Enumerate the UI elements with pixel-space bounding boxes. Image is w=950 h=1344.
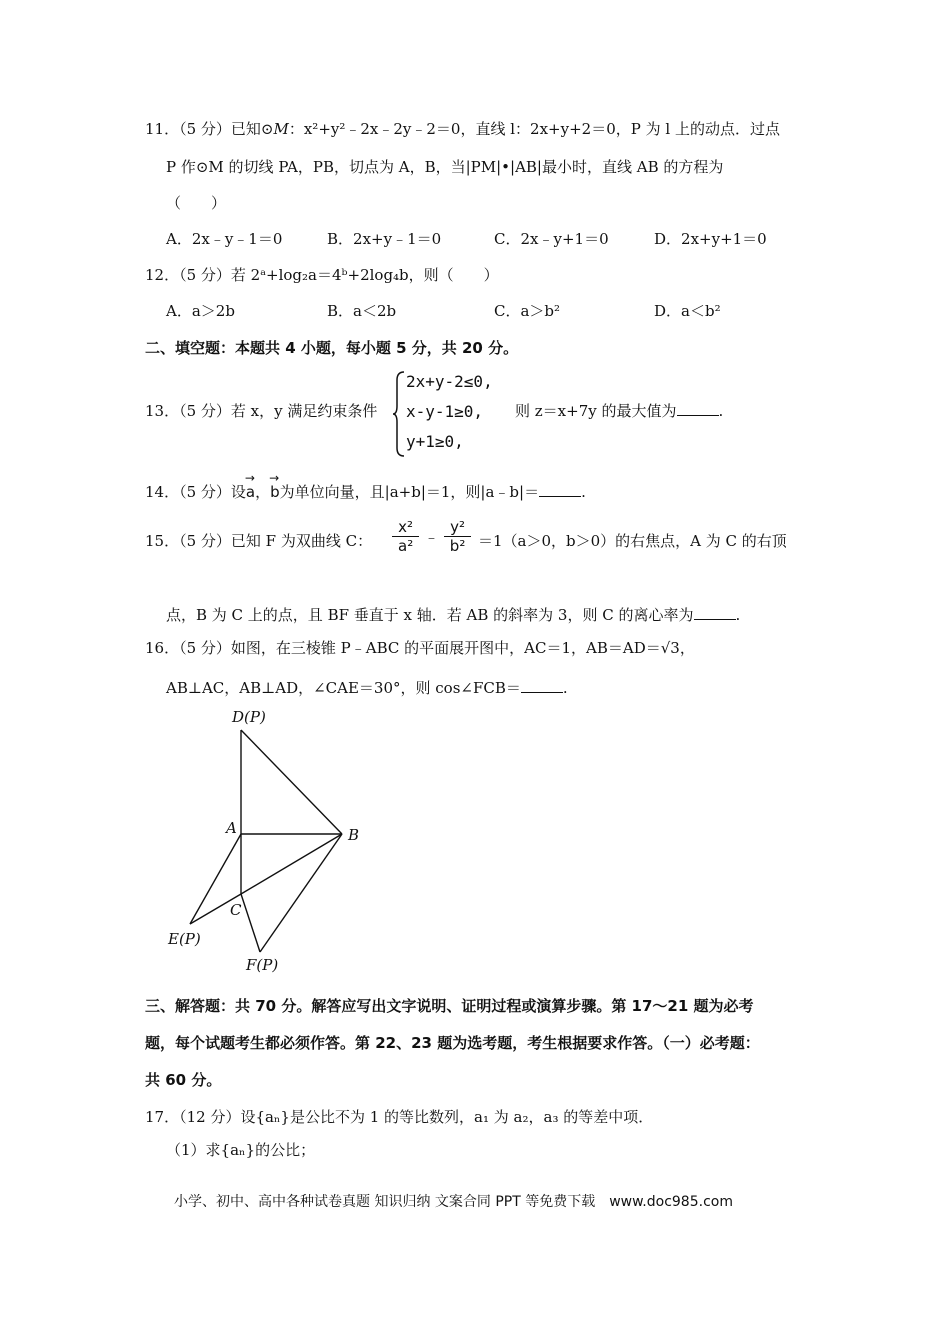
question-number: 13． bbox=[145, 402, 180, 420]
section-heading-solve-3: 共 60 分。 bbox=[145, 1071, 222, 1089]
q12-option-d: D．a＜b² bbox=[654, 302, 721, 320]
edge-cf bbox=[241, 894, 260, 952]
q11-line1: 11．（5 分）已知⊙M：x²+y²﹣2x﹣2y﹣2＝0，直线 l：2x+y+2＝0，P 为 l 上的动点．过点 bbox=[145, 120, 780, 138]
section-heading-fill-in: 二、填空题：本题共 4 小题，每小题 5 分，共 20 分。 bbox=[145, 339, 519, 357]
q11-option-c: C．2x﹣y+1＝0 bbox=[494, 230, 609, 248]
fraction-y2-b2: $\frac{\text{y²}}{\text{b²}}$ bbox=[444, 518, 472, 555]
q12-option-b: B．a＜2b bbox=[327, 302, 397, 320]
question-number: 16． bbox=[145, 639, 180, 657]
left-brace-icon bbox=[392, 370, 406, 458]
q11-option-a: A．2x﹣y﹣1＝0 bbox=[166, 230, 283, 248]
label-f: F(P) bbox=[246, 956, 279, 974]
q17-line: 17．（12 分）设{aₙ}是公比不为 1 的等比数列，a₁ 为 a₂，a₃ 的等差中项． bbox=[145, 1108, 654, 1126]
question-number: 14． bbox=[145, 483, 180, 501]
question-number: 12． bbox=[145, 266, 180, 284]
constraint-1: 2x+y-2≤0, bbox=[406, 372, 493, 391]
vector-b: → b bbox=[270, 483, 280, 501]
label-a: A bbox=[226, 819, 237, 837]
q12-line: 12．（5 分）若 2ᵃ+log₂a＝4ᵇ+2log₄b，则（ ） bbox=[145, 266, 499, 284]
constraint-2: x-y-1≥0, bbox=[406, 402, 484, 421]
q16-line2: AB⊥AC，AB⊥AD，∠CAE＝30°，则 cos∠FCB＝ . bbox=[166, 679, 568, 697]
q12-option-c: C．a＞b² bbox=[494, 302, 561, 320]
q11-paren: （ ） bbox=[166, 194, 227, 212]
q11-option-d: D．2x+y+1＝0 bbox=[654, 230, 767, 248]
fraction-x2-a2: $\frac{\text{x²}}{\text{a²}}$ bbox=[392, 518, 419, 555]
q15-line1-tail: ＝1（a＞0，b＞0）的右焦点，A 为 C 的右顶 bbox=[478, 532, 787, 550]
footer-ad-text: 小学、初中、高中各种试卷真题 知识归纳 文案合同 PPT 等免费下载 www.doc985.com bbox=[174, 1194, 733, 1210]
pyramid-net-figure bbox=[160, 700, 390, 980]
q15-line2: 点，B 为 C 上的点，且 BF 垂直于 x 轴．若 AB 的斜率为 3，则 C 的离心率为 . bbox=[166, 606, 741, 624]
answer-blank bbox=[694, 607, 736, 620]
q13-line: 13．（5 分）若 x，y 满足约束条件 bbox=[145, 402, 378, 420]
q15-formula: $\frac{\text{x²}}{\text{a²}}$ ﹣ $\frac{\text{y²}}{\text{b²}}$ bbox=[392, 518, 471, 555]
section-heading-solve-2: 题，每个试题考生都必须作答。第 22、23 题为选考题，考生根据要求作答。（一）必考题： bbox=[145, 1034, 760, 1052]
constraint-system bbox=[392, 370, 512, 458]
q11-option-b: B．2x+y﹣1＝0 bbox=[327, 230, 442, 248]
question-number: 17． bbox=[145, 1108, 180, 1126]
question-number: 11． bbox=[145, 120, 180, 138]
vector-a: → a bbox=[246, 483, 255, 501]
edge-fb bbox=[260, 834, 342, 952]
q17-part1: （1）求{aₙ}的公比； bbox=[166, 1141, 316, 1159]
constraint-3: y+1≥0, bbox=[406, 432, 464, 451]
label-b: B bbox=[348, 826, 360, 844]
q15-line1: 15．（5 分）已知 F 为双曲线 C： bbox=[145, 532, 373, 550]
label-c: C bbox=[230, 901, 242, 919]
q13-tail: 则 z＝x+7y 的最大值为 . bbox=[515, 402, 724, 420]
q16-line1: 16．（5 分）如图，在三棱锥 P﹣ABC 的平面展开图中，AC＝1，AB＝AD＝√3， bbox=[145, 639, 695, 657]
answer-blank bbox=[521, 680, 563, 693]
answer-blank bbox=[677, 403, 719, 416]
q12-option-a: A．a＞2b bbox=[166, 302, 235, 320]
label-d: D(P) bbox=[232, 708, 266, 726]
q11-line2: P 作⊙M 的切线 PA，PB，切点为 A，B，当|PM|•|AB|最小时，直线 AB 的方程为 bbox=[166, 158, 724, 176]
section-heading-solve-1: 三、解答题：共 70 分。解答应写出文字说明、证明过程或演算步骤。第 17～21 题为必考 bbox=[145, 997, 754, 1015]
q14-line: 14．（5 分）设→ a，→ b为单位向量，且|a+b|＝1，则|a﹣b|＝ . bbox=[145, 481, 586, 502]
edge-cb bbox=[241, 834, 342, 894]
edge-db bbox=[241, 730, 342, 834]
question-number: 15． bbox=[145, 532, 180, 550]
answer-blank bbox=[539, 484, 581, 497]
label-e: E(P) bbox=[168, 930, 201, 948]
